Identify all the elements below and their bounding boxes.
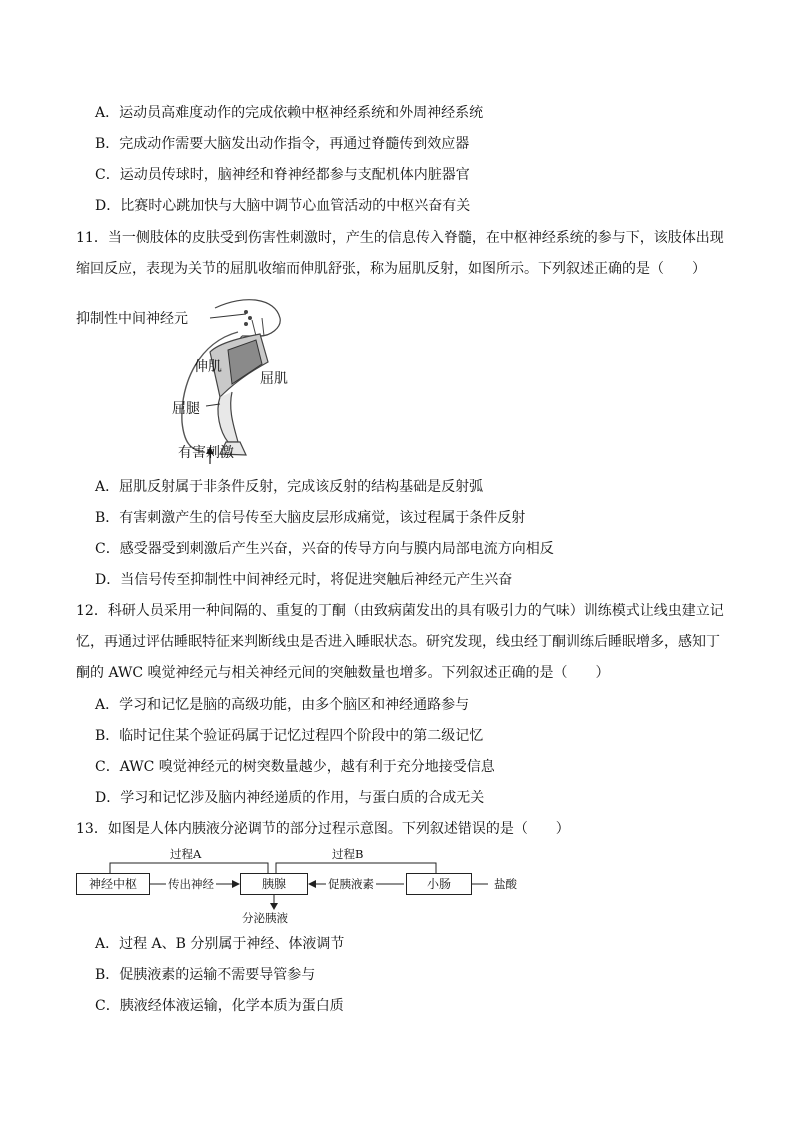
pancreas-box: 胰腺	[240, 873, 308, 895]
process-a-label: 过程A	[170, 847, 202, 861]
q13-option-a: A．过程 A、B 分别属于神经、体液调节	[95, 936, 345, 952]
q12-stem-line2: 忆，再通过评估睡眠特征来判断线虫是否进入睡眠状态。研究发现，线虫经丁酮训练后睡眠增多，感知丁	[76, 634, 720, 650]
q12-option-a: A．学习和记忆是脑的高级功能，由多个脑区和神经通路参与	[95, 697, 470, 713]
reflex-figure	[70, 292, 310, 464]
q12-option-b: B．临时记住某个验证码属于记忆过程四个阶段中的第二级记忆	[95, 728, 484, 744]
leg-label: 屈腿	[172, 401, 200, 417]
q13-option-c: C．胰液经体液运输，化学本质为蛋白质	[95, 998, 344, 1014]
interneuron-label: 抑制性中间神经元	[76, 311, 188, 327]
q13-stem: 13．如图是人体内胰液分泌调节的部分过程示意图。下列叙述错误的是（ ）	[76, 821, 570, 837]
stimulus-label: 有害刺激	[178, 445, 234, 461]
q11-stem-line2: 缩回反应，表现为关节的屈肌收缩而伸肌舒张，称为屈肌反射，如图所示。下列叙述正确的是（ ）	[76, 261, 706, 277]
q11-stem-line1: 11．当一侧肢体的皮肤受到伤害性刺激时，产生的信息传入脊髓，在中枢神经系统的参与下，该肢体出现	[76, 230, 724, 246]
pancreas-regulation-figure	[70, 843, 530, 925]
q10-option-b: B．完成动作需要大脑发出动作指令，再通过脊髓传到效应器	[95, 136, 470, 152]
q11-option-b: B．有害刺激产生的信号传至大脑皮层形成痛觉，该过程属于条件反射	[95, 510, 526, 526]
q12-stem-line1: 12．科研人员采用一种间隔的、重复的丁酮（由致病菌发出的具有吸引力的气味）训练模式让线虫建立记	[76, 603, 724, 619]
nerve-center-box: 神经中枢	[76, 873, 150, 895]
secretin-label: 促胰液素	[328, 877, 374, 891]
q11-option-d: D．当信号传至抑制性中间神经元时，将促进突触后神经元产生兴奋	[95, 572, 513, 588]
q10-option-a: A．运动员高难度动作的完成依赖中枢神经系统和外周神经系统	[95, 105, 484, 121]
q10-option-c: C．运动员传球时，脑神经和脊神经都参与支配机体内脏器官	[95, 167, 470, 183]
q11-option-a: A．屈肌反射属于非条件反射，完成该反射的结构基础是反射弧	[95, 479, 484, 495]
small-intestine-box: 小肠	[406, 873, 472, 895]
efferent-nerve-label: 传出神经	[168, 877, 214, 891]
flexor-label: 屈肌	[260, 371, 288, 387]
q10-option-d: D．比赛时心跳加快与大脑中调节心血管活动的中枢兴奋有关	[95, 198, 471, 214]
q12-option-c: C．AWC 嗅觉神经元的树突数量越少，越有利于充分地接受信息	[95, 759, 495, 775]
hydrochloric-acid-label: 盐酸	[494, 877, 517, 891]
extensor-label: 伸肌	[194, 359, 222, 375]
q11-option-c: C．感受器受到刺激后产生兴奋，兴奋的传导方向与膜内局部电流方向相反	[95, 541, 554, 557]
secretion-label: 分泌胰液	[242, 911, 288, 925]
q13-option-b: B．促胰液素的运输不需要导管参与	[95, 967, 316, 983]
q12-stem-line3: 酮的 AWC 嗅觉神经元与相关神经元间的突触数量也增多。下列叙述正确的是（ ）	[76, 665, 610, 681]
q12-option-d: D．学习和记忆涉及脑内神经递质的作用，与蛋白质的合成无关	[95, 790, 485, 806]
process-b-label: 过程B	[332, 847, 364, 861]
